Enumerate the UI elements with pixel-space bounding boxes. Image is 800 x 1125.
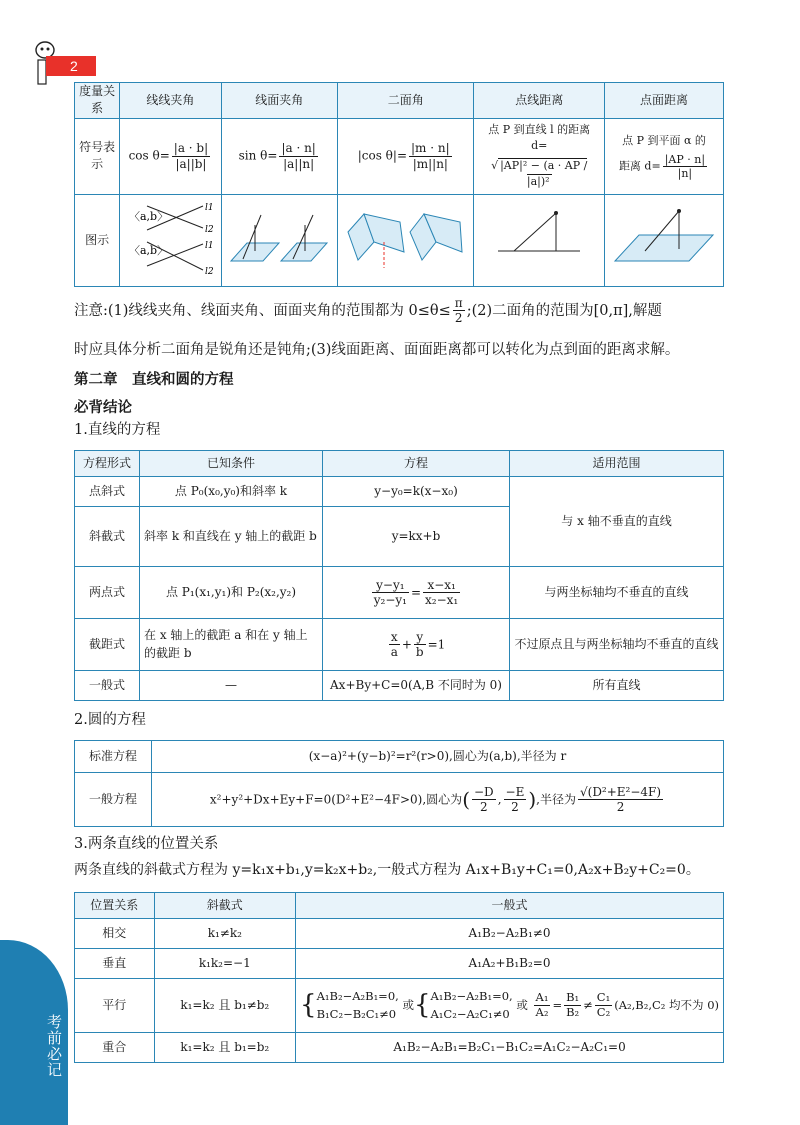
svg-text:〈a,b〉: 〈a,b〉: [129, 243, 169, 257]
table-row-name: 截距式: [75, 619, 140, 671]
section-3-text: 两条直线的斜截式方程为 y=k₁x+b₁,y=k₂x+b₂,一般式方程为 A₁x+B₁y+C₁=0,A₂x+B₂y+C₂=0。: [74, 862, 700, 878]
chapter-title: 第二章 直线和圆的方程: [74, 372, 234, 388]
table-row-range: 所有直线: [510, 671, 724, 701]
table-row-name: 一般方程: [75, 773, 152, 827]
section-2-title: 2.圆的方程: [74, 712, 146, 728]
line-plane-diagram-icon: [227, 203, 331, 273]
svg-text:l2: l2: [205, 224, 214, 235]
table-row-general: A₁B₂−A₂B₁≠0: [296, 919, 724, 949]
table-row-eq: y−y₀=k(x−x₀): [323, 477, 510, 507]
table-row-name: 相交: [75, 919, 155, 949]
t1-header: 线线夹角: [120, 83, 221, 119]
line-angle-diagram-icon: [125, 198, 215, 278]
section-1-title: 1.直线的方程: [74, 422, 161, 438]
t2-header: 已知条件: [140, 451, 323, 477]
line-line-formula: cos θ= $\frac{|a \cdot b|}{|a||b|}$: [120, 118, 221, 194]
t1-header: 点面距离: [605, 83, 724, 119]
t2-header: 方程形式: [75, 451, 140, 477]
svg-text:l1: l1: [205, 240, 214, 251]
t2-header: 方程: [323, 451, 510, 477]
line-relation-table: [74, 892, 724, 1063]
table-row-name: 点斜式: [75, 477, 140, 507]
table-row-name: 斜截式: [75, 507, 140, 567]
svg-text:l2: l2: [205, 266, 214, 277]
t1-header: 二面角: [337, 83, 473, 119]
t1-row-label: 图示: [75, 194, 120, 286]
point-line-formula: 点 P 到直线 l 的距离 d= √ |AP|² − (a · AP / |a|)²: [474, 118, 605, 194]
svg-text:l1: l1: [205, 202, 214, 213]
must-remember-heading: 必背结论: [74, 400, 132, 416]
dihedral-diagram-icon: [344, 202, 468, 274]
table-row-cond: 在 x 轴上的截距 a 和在 y 轴上的截距 b: [140, 619, 323, 671]
circle-equation-table: [74, 740, 724, 827]
table-row-slope: k₁≠k₂: [154, 919, 296, 949]
t4-header: 斜截式: [154, 893, 296, 919]
sidebar-tab: [0, 940, 68, 1125]
t1-header: 线面夹角: [221, 83, 337, 119]
page-number-badge: [46, 56, 96, 76]
note-line-1: 注意:(1)线线夹角、线面夹角、面面夹角的范围都为 0≤θ≤ $\frac{\pi}{2}$ ;(2)二面角的范围为[0,π],解题: [74, 296, 662, 326]
table-row-eq: $\frac{\text{y−y₁}}{\text{y₂−y₁}}$ = $\frac{\text{x−x₁}}{\text{x₂−x₁}}$: [323, 567, 510, 619]
table-row-name: 标准方程: [75, 741, 152, 773]
table-row-general: A₁A₂+B₁B₂=0: [296, 949, 724, 979]
table-row-name: 垂直: [75, 949, 155, 979]
table-row-eq: (x−a)²+(y−b)²=r²(r>0),圆心为(a,b),半径为 r: [152, 741, 724, 773]
table-row-eq: Ax+By+C=0(A,B 不同时为 0): [323, 671, 510, 701]
t4-header: 位置关系: [75, 893, 155, 919]
table-row-slope: k₁=k₂ 且 b₁=b₂: [154, 1033, 296, 1063]
table-row-range: 不过原点且与两坐标轴均不垂直的直线: [510, 619, 724, 671]
point-plane-diagram-icon: [609, 203, 719, 273]
table-row-name: 重合: [75, 1033, 155, 1063]
table-row-general: A₁B₂−A₂B₁=B₂C₁−B₁C₂=A₁C₂−A₂C₁=0: [296, 1033, 724, 1063]
table-row-slope: k₁k₂=−1: [154, 949, 296, 979]
line-line-figure: [120, 194, 221, 286]
line-equation-table: [74, 450, 724, 701]
point-plane-figure: [605, 194, 724, 286]
section-3-title: 3.两条直线的位置关系: [74, 836, 219, 852]
dihedral-figure: [337, 194, 473, 286]
table-row-cond: 点 P₀(x₀,y₀)和斜率 k: [140, 477, 323, 507]
point-plane-formula: 点 P 到平面 α 的 距离 d= $\frac{|AP \cdot n|}{|n|}$: [605, 118, 724, 194]
table-row-slope: k₁=k₂ 且 b₁≠b₂: [154, 979, 296, 1033]
sidebar-label: 考前必记: [45, 1014, 63, 1078]
table-row-name: 平行: [75, 979, 155, 1033]
line-plane-formula: sin θ= $\frac{|a \cdot n|}{|a||n|}$: [221, 118, 337, 194]
t1-header: 点线距离: [474, 83, 605, 119]
table-row-cond: 点 P₁(x₁,y₁)和 P₂(x₂,y₂): [140, 567, 323, 619]
point-line-figure: [474, 194, 605, 286]
table-row-range: 与两坐标轴均不垂直的直线: [510, 567, 724, 619]
page-number: 2: [70, 58, 78, 74]
t1-header: 度量关系: [75, 83, 120, 119]
t2-header: 适用范围: [510, 451, 724, 477]
table-row-eq: x²+y²+Dx+Ey+F=0(D²+E²−4F>0),圆心为( $\frac{-D}{2}$ , $\frac{-E}{2}$ ),半径为 $\frac{\text{√(D²+E²−4F)}}{2}$: [152, 773, 724, 827]
spatial-measure-table: [74, 82, 724, 287]
table-row-range: 与 x 轴不垂直的直线: [510, 477, 724, 567]
table-row-name: 两点式: [75, 567, 140, 619]
point-line-diagram-icon: [484, 203, 594, 273]
table-row-cond: —: [140, 671, 323, 701]
table-row-general: { A₁B₂−A₂B₁=0, B₁C₂−B₂C₁≠0 或{ A₁B₂−A₂B₁=0, A₁C₂−A₂C₁≠0 或 $\frac{\text{A₁}}{\text{A₂}}$ = $\frac{\text{B₁}}{\text{B₂}}$ ≠ $\frac{\text{C₁}}{\text{C₂}}$ (A₂,B₂,C₂ 均不为 0): [296, 979, 724, 1033]
table-row-cond: 斜率 k 和直线在 y 轴上的截距 b: [140, 507, 323, 567]
table-row-name: 一般式: [75, 671, 140, 701]
line-plane-figure: [221, 194, 337, 286]
table-row-eq: $\frac{x}{a}$ + $\frac{y}{b}$ =1: [323, 619, 510, 671]
svg-text:〈a,b〉: 〈a,b〉: [129, 209, 169, 223]
table-row-eq: y=kx+b: [323, 507, 510, 567]
dihedral-formula: |cos θ|= $\frac{|m \cdot n|}{|m||n|}$: [337, 118, 473, 194]
t1-row-label: 符号表示: [75, 118, 120, 194]
t4-header: 一般式: [296, 893, 724, 919]
note-line-2: 时应具体分析二面角是锐角还是钝角;(3)线面距离、面面距离都可以转化为点到面的距离求解。: [74, 342, 680, 358]
